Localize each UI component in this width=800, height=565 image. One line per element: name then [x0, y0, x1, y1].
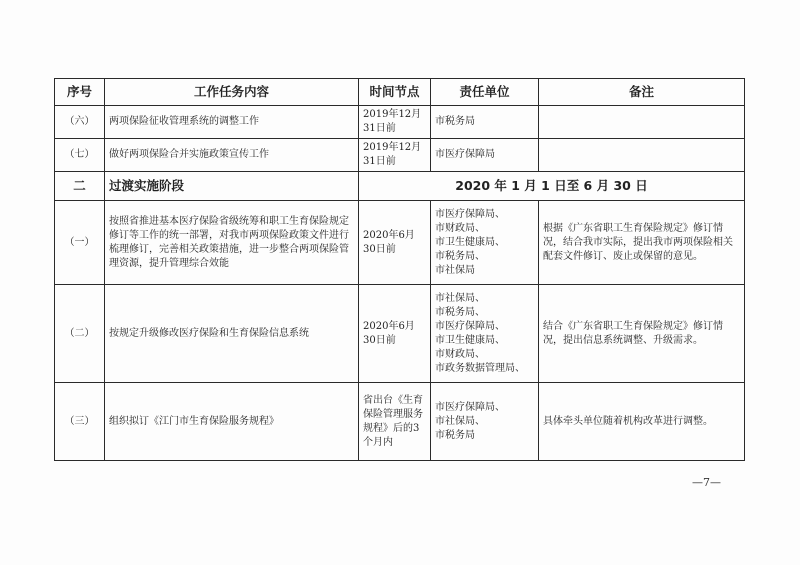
- header-seq: 序号: [55, 79, 105, 106]
- header-task: 工作任务内容: [105, 79, 359, 106]
- stage-title: 过渡实施阶段: [105, 172, 359, 201]
- row-note: 具体牵头单位随着机构改革进行调整。: [539, 383, 745, 461]
- header-time: 时间节点: [359, 79, 431, 106]
- row-note: 结合《广东省职工生育保险规定》修订情况，提出信息系统调整、升级需求。: [539, 285, 745, 383]
- row-note: 根据《广东省职工生育保险规定》修订情况，结合我市实际，提出我市两项保险相关配套文件修订、废止或保留的意见。: [539, 201, 745, 285]
- table-row: [55, 139, 745, 172]
- row-units: 市社保局、 市税务局、 市医疗保障局、 市卫生健康局、 市财政局、 市政务数据管理局、: [431, 285, 539, 383]
- row-time: 2020年6月30日前: [359, 285, 431, 383]
- page-number: —7—: [692, 476, 721, 489]
- row-time: 2019年12月31日前: [359, 106, 431, 139]
- row-task: 做好两项保险合并实施政策宣传工作: [105, 139, 359, 172]
- table-row: [55, 383, 745, 461]
- table-row: [55, 285, 745, 383]
- row-seq: （二）: [55, 285, 105, 383]
- row-seq: （一）: [55, 201, 105, 285]
- row-seq: （六）: [55, 106, 105, 139]
- task-table: [54, 78, 745, 461]
- stage-seq: 二: [55, 172, 105, 201]
- header-note: 备注: [539, 79, 745, 106]
- row-time: 省出台《生育保险管理服务规程》后的3个月内: [359, 383, 431, 461]
- header-units: 责任单位: [431, 79, 539, 106]
- row-task: 按规定升级修改医疗保险和生育保险信息系统: [105, 285, 359, 383]
- stage-row: [55, 172, 745, 201]
- row-seq: （三）: [55, 383, 105, 461]
- table-header-row: [55, 79, 745, 106]
- row-seq: （七）: [55, 139, 105, 172]
- row-note: [539, 106, 745, 139]
- row-units: 市医疗保障局、 市社保局、 市税务局: [431, 383, 539, 461]
- row-task: 按照省推进基本医疗保险省级统筹和职工生育保险规定修订等工作的统一部署，对我市两项保险政策文件进行梳理修订，完善相关政策措施，进一步整合两项保险管理资源，提升管理综合效能: [105, 201, 359, 285]
- stage-range: 2020 年 1 月 1 日至 6 月 30 日: [359, 172, 745, 201]
- row-time: 2020年6月30日前: [359, 201, 431, 285]
- table-row: [55, 106, 745, 139]
- row-time: 2019年12月31日前: [359, 139, 431, 172]
- row-task: 组织拟订《江门市生育保险服务规程》: [105, 383, 359, 461]
- row-note: [539, 139, 745, 172]
- row-units: 市医疗保障局、 市财政局、 市卫生健康局、 市税务局、 市社保局: [431, 201, 539, 285]
- row-units: 市医疗保障局: [431, 139, 539, 172]
- row-task: 两项保险征收管理系统的调整工作: [105, 106, 359, 139]
- row-units: 市税务局: [431, 106, 539, 139]
- table-row: [55, 201, 745, 285]
